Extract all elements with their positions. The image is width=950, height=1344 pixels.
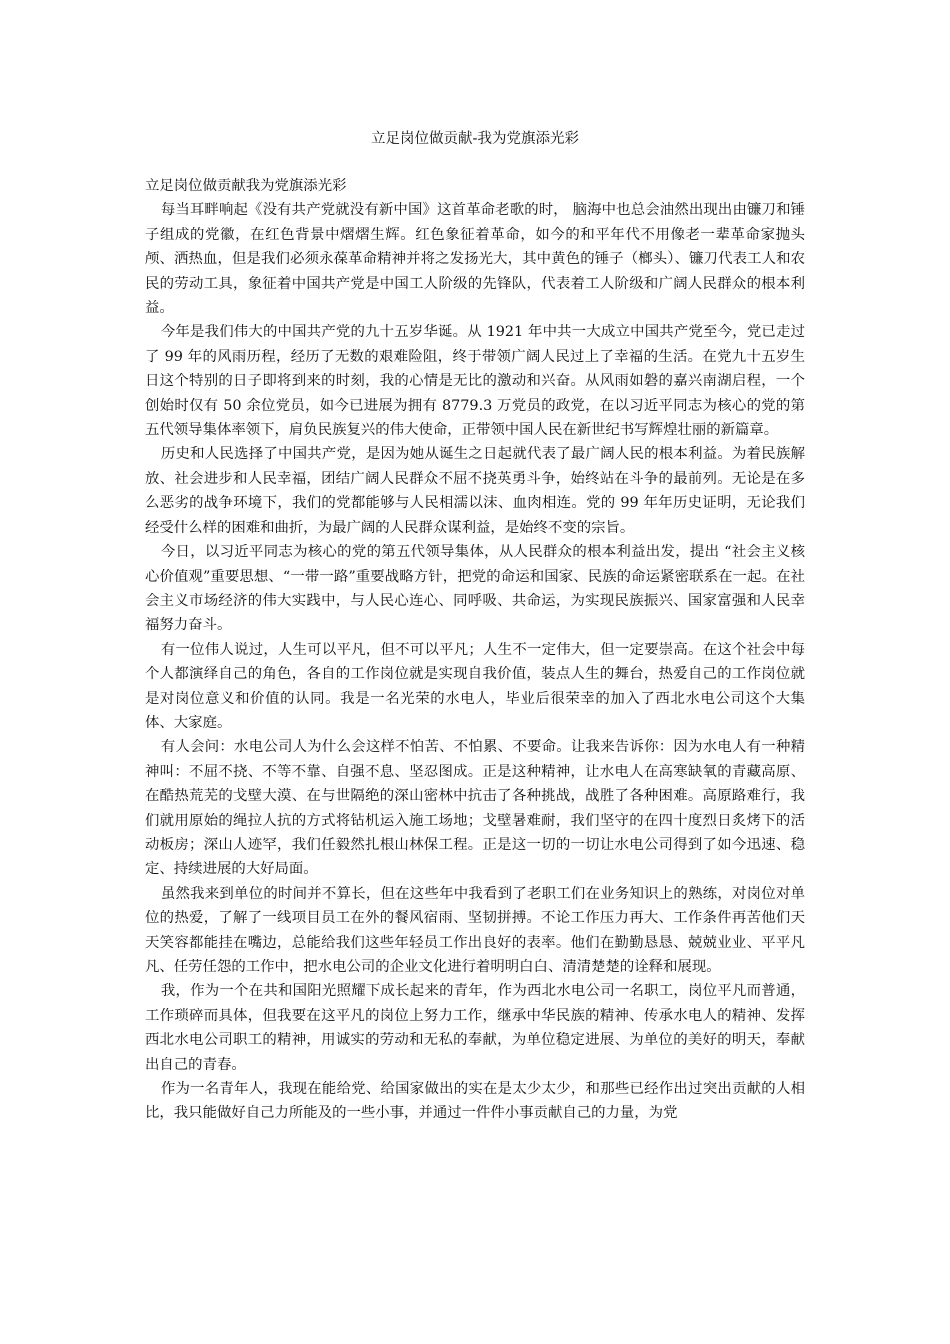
paragraph: 有人会问：水电公司人为什么会这样不怕苦、不怕累、不要命。让我来告诉你：因为水电人有一种精神叫：不屈不挠、不等不靠、自强不息、坚忍图成。正是这种精神，让水电人在高寒缺氧的青藏高原、在酷热荒芜的戈壁大漠、在与世隔绝的深山密林中抗击了各种挑战，战胜了各种困难。高原路难行，我们就用原始的绳拉人抗的方式将钻机运入施工场地；戈壁暑难耐，我们坚守的在四十度烈日炙烤下的活动板房；深山人迹罕，我们任毅然扎根山林保工程。正是这一切的一切让水电公司得到了如今迅速、稳定、持续进展的大好局面。 — [145, 739, 805, 878]
document-title: 立足岗位做贡献-我为党旗添光彩 — [371, 131, 579, 147]
paragraph: 历史和人民选择了中国共产党，是因为她从诞生之日起就代表了最广阔人民的根本利益。为着民族解放、社会进步和人民幸福，团结广阔人民群众不屈不挠英勇斗争，始终站在斗争的最前列。无论是在多么恶劣的战争环境下，我们的党都能够与人民相濡以沫、血肉相连。党的 99 年年历史证明，无论我们经受什么样的困难和曲折，为最广阔的人民群众谋利益，是始终不变的宗旨。 — [145, 446, 805, 536]
paragraph: 作为一名青年人，我现在能给党、给国家做出的实在是太少太少，和那些已经作出过突出贡献的人相比，我只能做好自己力所能及的一些小事，并通过一件件小事贡献自己的力量，为党 — [145, 1081, 805, 1122]
paragraph: 有一位伟人说过，人生可以平凡，但不可以平凡；人生不一定伟大，但一定要崇高。在这个社会中每个人都演绎自己的角色，各自的工作岗位就是实现自我价值，装点人生的舞台，热爱自己的工作岗位就是对岗位意义和价值的认同。我是一名光荣的水电人，毕业后很荣幸的加入了西北水电公司这个大集体、大家庭。 — [145, 641, 805, 731]
paragraph: 我，作为一个在共和国阳光照耀下成长起来的青年，作为西北水电公司一名职工，岗位平凡而普通，工作琐碎而具体，但我要在这平凡的岗位上努力工作，继承中华民族的精神、传承水电人的精神、发挥西北水电公司职工的精神，用诚实的劳动和无私的奉献，为单位稳定进展、为单位的美好的明天，奉献出自己的青春。 — [145, 983, 805, 1073]
paragraph: 虽然我来到单位的时间并不算长，但在这些年中我看到了老职工们在业务知识上的熟练，对岗位对单位的热爱，了解了一线项目员工在外的餐风宿雨、坚韧拼搏。不论工作压力再大、工作条件再苦他们天天笑容都能挂在嘴边，总能给我们这些年轻员工作出良好的表率。他们在勤勤恳恳、兢兢业业、平平凡凡、任劳任怨的工作中，把水电公司的企业文化进行着明明白白、清清楚楚的诠释和展现。 — [145, 885, 805, 975]
paragraph: 每当耳畔响起《没有共产党就没有新中国》这首革命老歌的时， 脑海中也总会油然出现出由镰刀和锤子组成的党徽，在红色背景中熠熠生辉。红色象征着革命，如今的和平年代不用像老一辈革命家抛头颅、洒热血，但是我们必须永葆革命精神并将之发扬光大，其中黄色的锤子（榔头）、镰刀代表工人和农民的劳动工具，象征着中国共产党是中国工人阶级的先锋队，代表着工人阶级和广阔人民群众的根本利益。 — [145, 202, 805, 317]
paragraph: 今年是我们伟大的中国共产党的九十五岁华诞。从 1921 年中共一大成立中国共产党至今，党已走过了 99 年的风雨历程，经历了无数的艰难险阻，终于带领广阔人民过上了幸福的生活。在党九十五岁生日这个特别的日子即将到来的时刻，我的心情是无比的激动和兴奋。从风雨如磐的嘉兴南湖启程，一个创始时仅有 50 余位党员，如今已进展为拥有 8779.3 万党员的政党，在以习近平同志为核心的党的第五代领导集体率领下，肩负民族复兴的伟大使命，正带领中国人民在新世纪书写辉煌壮丽的新篇章。 — [145, 324, 805, 439]
document-body — [145, 174, 805, 1126]
document-page — [145, 0, 805, 1344]
document-subtitle: 立足岗位做贡献我为党旗添光彩 — [145, 178, 347, 194]
paragraph: 今日，以习近平同志为核心的党的第五代领导集体，从人民群众的根本利益出发，提出 “社会主义核心价值观”重要思想、“一带一路”重要战略方针，把党的命运和国家、民族的命运紧密联系在一起。在社会主义市场经济的伟大实践中，与人民心连心、同呼吸、共命运，为实现民族振兴、国家富强和人民幸福努力奋斗。 — [145, 544, 805, 634]
